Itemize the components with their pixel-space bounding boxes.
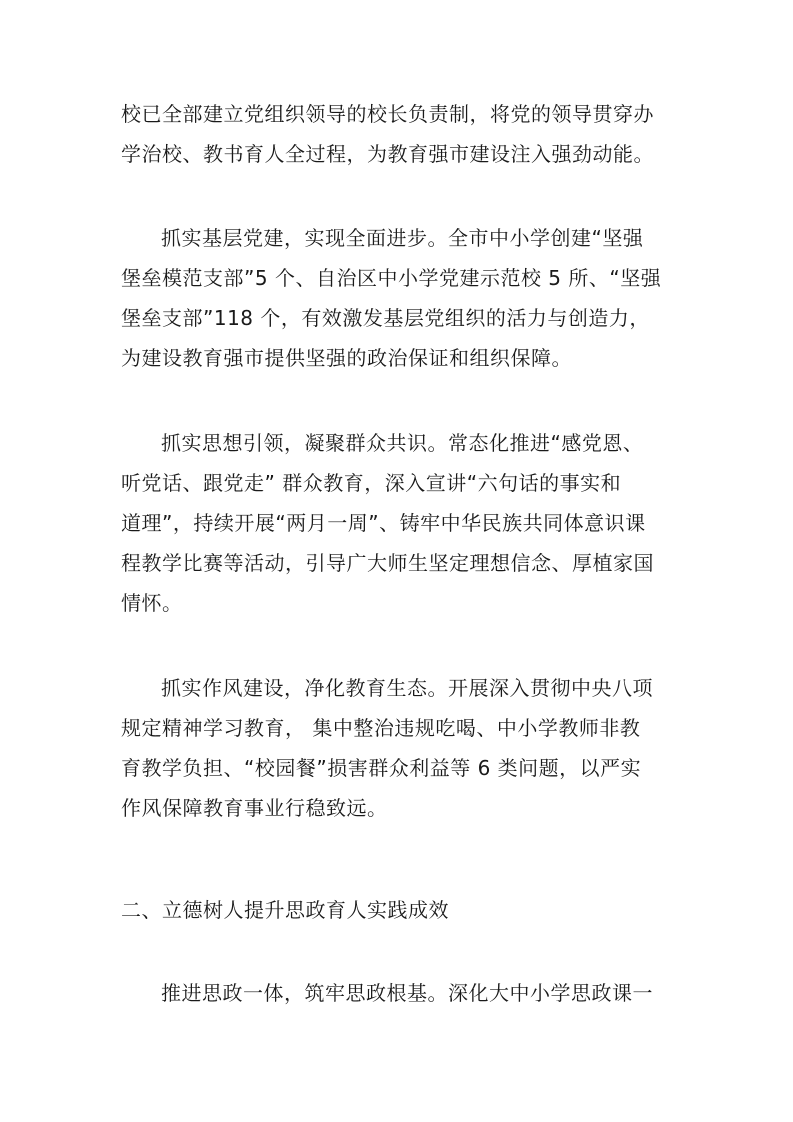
section-heading xyxy=(121,890,681,930)
text-line: 推进思政一体，筑牢思政根基。深化大中小学思政课一 xyxy=(161,981,653,1005)
text-line: 抓实作风建设，净化教育生态。开展深入贯彻中央八项 xyxy=(161,676,653,700)
text-line: 学治校、教书育人全过程，为教育强市建设注入强劲动能。 xyxy=(121,142,654,166)
paragraph-ideological-integration xyxy=(121,973,681,1013)
text-line: 听党话、跟党走” 群众教育，深入宣讲“六句话的事实和 xyxy=(121,471,622,495)
paragraph-grassroots-party-building xyxy=(121,218,681,378)
text-line: 育教学负担、“校园餐”损害群众利益等 6 类问题，以严实 xyxy=(121,756,642,780)
text-line: 情怀。 xyxy=(121,591,183,615)
text-line: 道理”，持续开展“两月一周”、铸牢中华民族共同体意识课 xyxy=(121,511,646,535)
text-line: 堡垒模范支部”5 个、自治区中小学党建示范校 5 所、“坚强 xyxy=(121,266,662,290)
text-line: 作风保障教育事业行稳致远。 xyxy=(121,796,388,820)
paragraph-ideological-guidance xyxy=(121,423,681,623)
paragraph-work-style xyxy=(121,668,681,828)
text-line: 为建设教育强市提供坚强的政治保证和组织保障。 xyxy=(121,346,572,370)
text-line: 抓实思想引领，凝聚群众共识。常态化推进“感党恩、 xyxy=(161,431,644,455)
text-line: 规定精神学习教育， 集中整治违规吃喝、中小学教师非教 xyxy=(121,716,641,740)
paragraph-party-leadership-continued xyxy=(121,94,681,174)
text-line: 堡垒支部”118 个，有效激发基层党组织的活力与创造力， xyxy=(121,306,650,330)
text-line: 抓实基层党建，实现全面进步。全市中小学创建“坚强 xyxy=(161,226,644,250)
text-line: 校已全部建立党组织领导的校长负责制，将党的领导贯穿办 xyxy=(121,102,654,126)
text-line: 程教学比赛等活动，引导广大师生坚定理想信念、厚植家国 xyxy=(121,551,654,575)
section-heading-text: 二、立德树人提升思政育人实践成效 xyxy=(121,898,449,922)
